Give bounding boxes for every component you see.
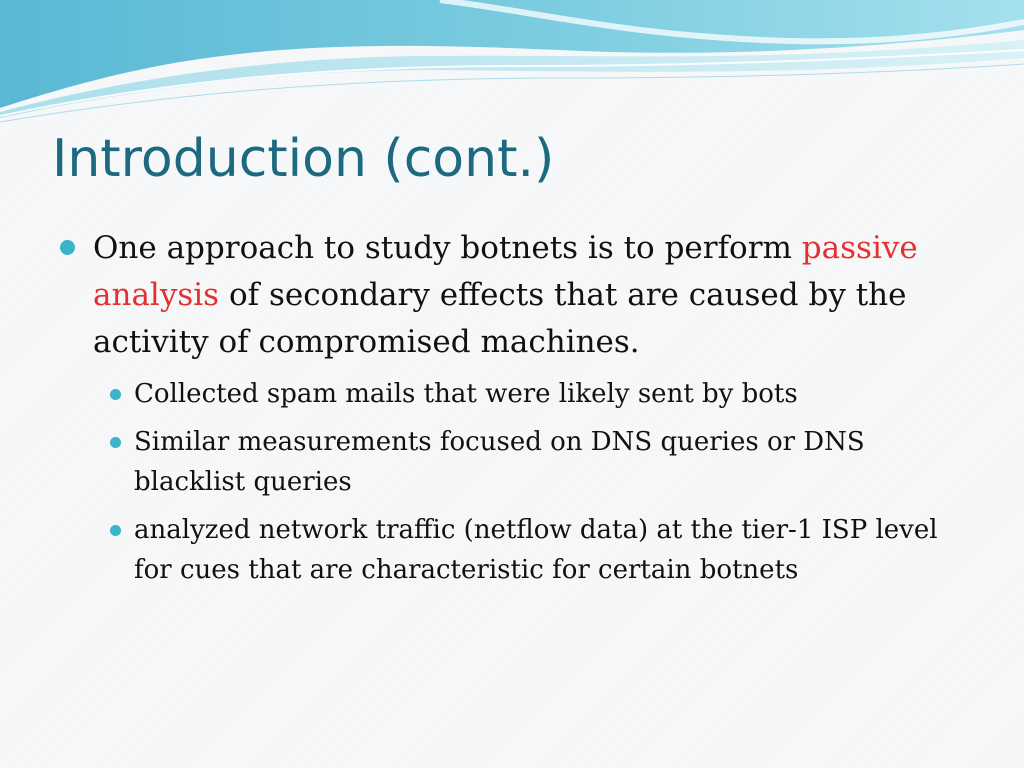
sub-bullet-text: Similar measurements focused on DNS queries or DNS blacklist queries [134,427,865,497]
main-bullet [60,225,960,366]
sub-bullet [102,374,960,414]
main-bullet-text-before: One approach to study botnets is to perform [93,230,792,266]
bullet-dot-icon [110,437,121,448]
bullet-dot-icon [110,389,121,400]
sub-bullet-text: Collected spam mails that were likely sent by bots [134,379,798,409]
sub-bullet [102,510,960,590]
bullet-dot-icon [110,525,121,536]
main-bullet-highlight: passive analysis [93,230,918,313]
sub-bullet-list [60,374,960,590]
slide-content [60,225,960,590]
slide-title: Introduction (cont.) [52,129,555,189]
main-bullet-text-after: of secondary effects that are caused by the activity of compromised machines. [93,277,907,360]
bullet-dot-icon [60,240,75,255]
header-wave-decoration [0,0,1024,125]
sub-bullet-text: analyzed network traffic (netflow data) at the tier-1 ISP level for cues that are characteristic for certain botnets [134,515,938,585]
sub-bullet [102,422,960,502]
